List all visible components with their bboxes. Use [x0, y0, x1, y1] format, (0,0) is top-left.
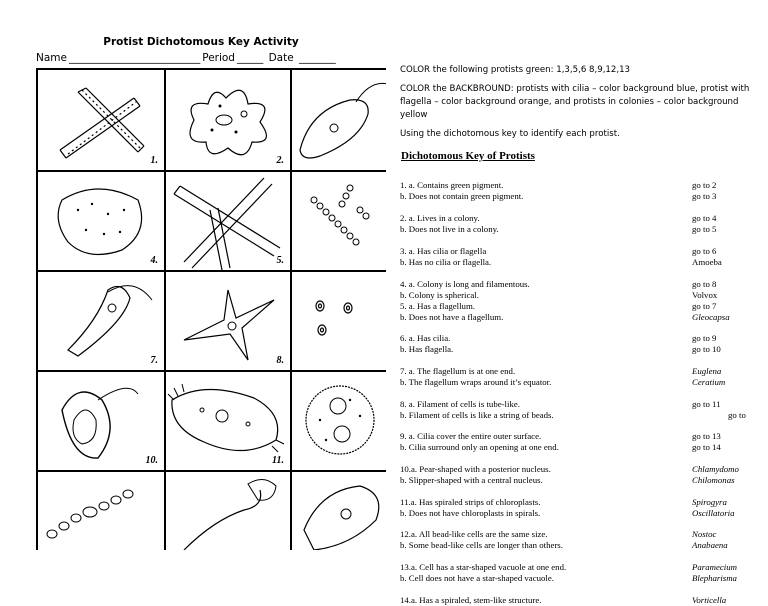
- key-line-result: Nostoc: [692, 529, 717, 539]
- key-line-result: go to 8: [692, 279, 717, 289]
- protist-cell-12: [290, 370, 386, 472]
- cell-number: 2.: [276, 155, 284, 166]
- protist-cell-10: [38, 370, 166, 472]
- protist-drawing: [38, 70, 166, 172]
- protist-cell-4: [38, 170, 166, 272]
- key-line-result: Paramecium: [692, 562, 737, 572]
- key-line-text: b. Colony is spherical.: [400, 290, 479, 300]
- key-line: [400, 366, 768, 377]
- key-line-result: Volvox: [692, 290, 718, 300]
- key-line-result: Euglena: [692, 366, 722, 376]
- key-line-result: Vorticella: [692, 595, 727, 605]
- protist-drawing: [290, 270, 386, 372]
- protist-cell-15: [290, 470, 386, 550]
- key-line-text: 2. a. Lives in a colony.: [400, 213, 480, 223]
- key-line: [400, 180, 768, 191]
- key-line-result: Chilomonas: [692, 475, 735, 485]
- key-line-text: 4. a. Colony is long and filamentous.: [400, 279, 530, 289]
- instructions: [400, 64, 760, 147]
- protist-cell-2: [164, 70, 292, 172]
- key-line-text: 9. a. Cilia cover the entire outer surface.: [400, 431, 542, 441]
- student-info-line: [36, 52, 366, 64]
- date-label: Date: [268, 52, 294, 64]
- key-line-result: Blepharisma: [692, 573, 737, 583]
- key-line-result: Spirogyra: [692, 497, 727, 507]
- name-label: Name: [36, 52, 67, 64]
- cell-number: 1.: [150, 155, 158, 166]
- key-line: [400, 344, 768, 355]
- key-line-result: Chlamydomo: [692, 464, 739, 474]
- protist-drawing: [164, 170, 292, 272]
- date-blank[interactable]: _______: [295, 52, 336, 64]
- worksheet-title: Protist Dichotomous Key Activity: [103, 36, 299, 48]
- key-line-result: go to 11: [692, 399, 721, 409]
- key-line-text: b. Does not contain green pigment.: [400, 191, 524, 201]
- protist-drawing: [38, 170, 166, 272]
- key-line-result: Gleocapsa: [692, 312, 730, 322]
- key-line-result: go to: [728, 410, 746, 420]
- protist-drawing: [164, 270, 292, 372]
- key-line-result: go to 2: [692, 180, 717, 190]
- key-line: [400, 529, 768, 540]
- key-line: [400, 301, 768, 312]
- protist-cell-14: [164, 470, 292, 550]
- key-line: [400, 410, 768, 421]
- key-line-result: Oscillatoria: [692, 508, 735, 518]
- key-line-text: 6. a. Has cilia.: [400, 333, 451, 343]
- key-line-result: go to 4: [692, 213, 717, 223]
- key-line-text: b. Filament of cells is like a string of beads.: [400, 410, 554, 420]
- key-line-result: go to 9: [692, 333, 717, 343]
- cell-number: 7.: [150, 355, 158, 366]
- key-line: [400, 595, 768, 606]
- key-title: Dichotomous Key of Protists: [401, 150, 535, 162]
- key-line: [400, 573, 768, 584]
- key-line-text: b. Does not have chloroplasts in spirals.: [400, 508, 541, 518]
- protist-drawing: [290, 470, 386, 550]
- key-line: [400, 399, 768, 410]
- key-line-result: go to 13: [692, 431, 721, 441]
- key-line-text: 1. a. Contains green pigment.: [400, 180, 504, 190]
- key-line: [400, 312, 768, 323]
- key-line-text: 3. a. Has cilia or flagella: [400, 246, 487, 256]
- key-line-text: 8. a. Filament of cells is tube-like.: [400, 399, 520, 409]
- key-line-text: b. The flagellum wraps around it’s equator.: [400, 377, 552, 387]
- protist-drawing: [164, 70, 292, 172]
- protist-image-grid: [36, 68, 386, 550]
- key-line-result: Amoeba: [692, 257, 722, 267]
- instruction-color-background: COLOR the BACKBROUND: protists with cilia – color background blue, protist with flagella – color background orange, and protists in colonies – color background yellow: [400, 84, 750, 120]
- key-line-text: b. Slipper-shaped with a central nucleus.: [400, 475, 543, 485]
- key-line: [400, 562, 768, 573]
- key-line-text: 13.a. Cell has a star-shaped vacuole at one end.: [400, 562, 567, 572]
- key-line-text: b. Has no cilia or flagella.: [400, 257, 492, 267]
- cell-number: 5.: [276, 255, 284, 266]
- key-line: [400, 279, 768, 290]
- cell-number: 10.: [145, 455, 158, 466]
- period-label: Period: [202, 52, 235, 64]
- name-blank[interactable]: _________________________: [68, 52, 201, 64]
- key-line-result: go to 14: [692, 442, 721, 452]
- key-line: [400, 431, 768, 442]
- key-line-result: Ceratium: [692, 377, 726, 387]
- key-line: [400, 540, 768, 551]
- cell-number: 11.: [272, 455, 284, 466]
- protist-cell-5: [164, 170, 292, 272]
- cell-number: 8.: [276, 355, 284, 366]
- protist-drawing: [290, 170, 386, 272]
- key-line: [400, 246, 768, 257]
- key-line-text: b. Some bead-like cells are longer than others.: [400, 540, 563, 550]
- key-line-text: b. Does not live in a colony.: [400, 224, 499, 234]
- key-line: [400, 475, 768, 486]
- key-line: [400, 508, 768, 519]
- protist-cell-8: [164, 270, 292, 372]
- key-line-text: 12.a. All bead-like cells are the same size.: [400, 529, 548, 539]
- protist-cell-9: [290, 270, 386, 372]
- key-line: [400, 464, 768, 475]
- protist-drawing: [38, 470, 166, 550]
- protist-drawing: [290, 370, 386, 472]
- key-line-result: go to 6: [692, 246, 717, 256]
- key-line-text: b. Has flagella.: [400, 344, 454, 354]
- key-line-result: Anabaena: [692, 540, 728, 550]
- key-line: [400, 442, 768, 453]
- key-line-text: b. Does not have a flagellum.: [400, 312, 504, 322]
- cell-number: 4.: [150, 255, 158, 266]
- key-line: [400, 257, 768, 268]
- key-line-result: go to 10: [692, 344, 721, 354]
- protist-cell-3: [290, 70, 386, 172]
- key-line-text: 14.a. Has a spiraled, stem-like structure.: [400, 595, 542, 605]
- protist-drawing: [38, 270, 166, 372]
- key-line-text: b. Cilia surround only an opening at one end.: [400, 442, 559, 452]
- key-line: [400, 333, 768, 344]
- key-line-result: go to 7: [692, 301, 717, 311]
- protist-cell-1: [38, 70, 166, 172]
- key-line-text: 7. a. The flagellum is at one end.: [400, 366, 516, 376]
- instruction-color-green: COLOR the following protists green: 1,3,5,6 8,9,12,13: [400, 65, 631, 75]
- key-line-text: 11.a. Has spiraled strips of chloroplasts.: [400, 497, 541, 507]
- period-blank[interactable]: _____: [236, 52, 267, 64]
- key-line-text: b. Cell does not have a star-shaped vacuole.: [400, 573, 554, 583]
- protist-cell-7: [38, 270, 166, 372]
- key-line: [400, 377, 768, 388]
- protist-cell-11: [164, 370, 292, 472]
- instruction-use-key: Using the dichotomous key to identify each protist.: [400, 129, 620, 139]
- key-line: [400, 191, 768, 202]
- protist-drawing: [164, 470, 292, 550]
- protist-cell-6: [290, 170, 386, 272]
- key-line-result: go to 5: [692, 224, 717, 234]
- key-line: [400, 213, 768, 224]
- key-line: [400, 224, 768, 235]
- key-line-text: 5. a. Has a flagellum.: [400, 301, 475, 311]
- protist-cell-13: [38, 470, 166, 550]
- key-line: [400, 497, 768, 508]
- protist-drawing: [290, 70, 386, 172]
- key-line-text: 10.a. Pear-shaped with a posterior nucleus.: [400, 464, 551, 474]
- key-line-result: go to 3: [692, 191, 717, 201]
- key-line: [400, 290, 768, 301]
